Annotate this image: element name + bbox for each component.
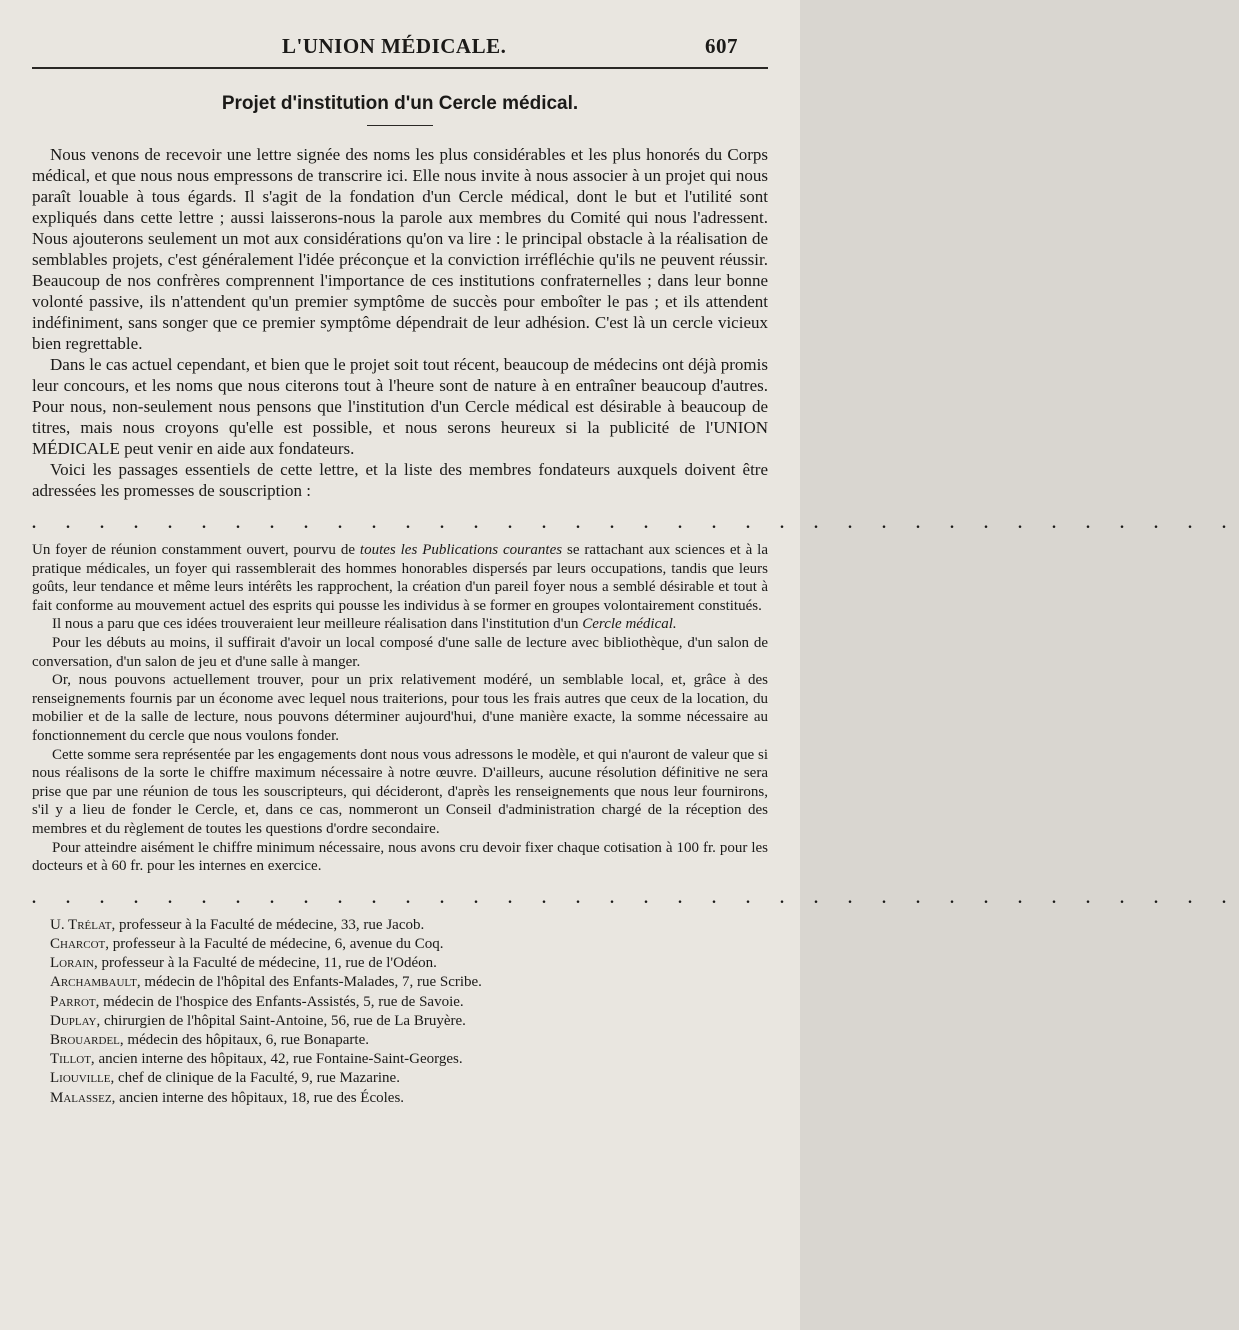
list-item: U. Trélat, professeur à la Faculté de médecine, 33, rue Jacob. <box>50 916 425 933</box>
intro-paragraph: Nous venons de recevoir une lettre signée des noms les plus considérables et les plus honorés du Corps médical, et que nous nous empressons de transcrire ici. Elle nous invite à nous associer à un projet qui nous paraît louable à tous égards. Il s'agit de la fondation d'un Cercle médical, dont le but et l'utilité sont expliqués dans cette lettre ; aussi laisserons-nous la parole aux membres du Comité qui nous l'adressent. Nous ajouterons seulement un mot aux considérations qu'on va lire : le principal obstacle à la réalisation de semblables projets, c'est généralement l'idée préconçue et la conviction irréfléchie qu'ils ne peuvent réussir. Beaucoup de nos confrères comprennent l'importance de ces institutions confraternelles ; dans leur bonne volonté passive, ils n'attendent qu'un premier symptôme de succès pour emboîter le pas ; et ils attendent indéfiniment, sans songer que ce premier symptôme dépendrait de leur adhésion. C'est là un cercle vicieux bien regrettable. <box>32 145 768 353</box>
letter-paragraph: Un foyer de réunion constamment ouvert, pourvu de toutes les Publications courantes se rattachant aux sciences et à la pratique médicales, un foyer qui rassemblerait des hommes honorables dispersés par leurs occupations, tandis que leurs goûts, leur tendance et même leurs intérêts les rapprochent, la création d'un pareil foyer nous a semblé désirable et tout à fait conforme au mouvement actuel des esprits qui pousse les individus à se former en groupes volontairement constitués. <box>32 542 769 614</box>
list-item: Duplay, chirurgien de l'hôpital Saint-Antoine, 56, rue de La Bruyère. <box>50 1012 466 1029</box>
page-number: 607 <box>705 34 738 58</box>
intro-paragraph: Dans le cas actuel cependant, et bien que le projet soit tout récent, beaucoup de médecins ont déjà promis leur concours, et les noms que nous citerons tout à l'heure sont de nature à en entraîner beaucoup d'autres. Pour nous, non-seulement nous pensons que l'institution d'un Cercle médical est désirable à beaucoup de titres, mais nous croyons qu'elle est possible, et nous serons heureux si la publicité de l'UNION MÉDICALE peut venir en aide aux fondateurs. <box>32 355 768 458</box>
intro-paragraph: Voici les passages essentiels de cette lettre, et la liste des membres fondateurs auxquels doivent être adressées les promesses de souscription : <box>32 460 768 500</box>
ellipsis-separator: . . . . . . . . . . . . . . . . . . . . . . . . . . . . . . . . . . . . <box>32 889 1239 907</box>
list-item: Parrot, médecin de l'hospice des Enfants-Assistés, 5, rue de Savoie. <box>50 993 464 1010</box>
list-item: Liouville, chef de clinique de la Faculté, 9, rue Mazarine. <box>50 1070 400 1087</box>
journal-title: L'UNION MÉDICALE. <box>282 34 507 58</box>
list-item: Archambault, médecin de l'hôpital des Enfants-Malades, 7, rue Scribe. <box>50 974 482 991</box>
letter-paragraph: Pour atteindre aisément le chiffre minimum nécessaire, nous avons cru devoir fixer chaque cotisation à 100 fr. pour les docteurs et à 60 fr. pour les internes en exercice. <box>32 839 768 875</box>
title-rule <box>367 125 433 126</box>
emphasis-text: Cercle médical. <box>582 616 677 633</box>
list-item: Lorain, professeur à la Faculté de médecine, 11, rue de l'Odéon. <box>50 955 437 972</box>
article-title: Projet d'institution d'un Cercle médical. <box>221 93 579 114</box>
list-item: Brouardel, médecin des hôpitaux, 6, rue Bonaparte. <box>50 1031 369 1048</box>
letter-paragraph: Il nous a paru que ces idées trouveraient leur meilleure réalisation dans l'institution d'un Cercle médical. <box>52 616 677 633</box>
list-item: Malassez, ancien interne des hôpitaux, 18, rue des Écoles. <box>50 1089 405 1106</box>
list-item: Charcot, professeur à la Faculté de médecine, 6, avenue du Coq. <box>50 935 444 952</box>
ellipsis-separator: . . . . . . . . . . . . . . . . . . . . . . . . . . . . . . . . . . . . <box>32 515 1239 532</box>
letter-paragraph: Or, nous pouvons actuellement trouver, pour un prix relativement modéré, un semblable local, et, grâce à des renseignements fournis par un économe avec lequel nous traiterions, pour tous les frais autres que ceux de la location, du mobilier et de la salle de lecture, nous pouvons déterminer aujourd'hui, d'une manière exacte, la somme nécessaire au fonctionnement du cercle que nous voulons fonder. <box>32 672 768 744</box>
founding-members-list <box>32 916 768 1108</box>
letter-excerpt <box>32 541 768 876</box>
emphasis-text: toutes les Publications courantes <box>359 542 563 558</box>
letter-paragraph: Cette somme sera représentée par les engagements dont nous vous adressons le modèle, et qui n'auront de valeur que si nous réalisons de la sorte le chiffre maximum nécessaire à notre œuvre. D'ailleurs, aucune résolution définitive ne sera prise que par une réunion de tous les souscripteurs, qui décideront, d'après les renseignements que nous leur fournirons, s'il y a lieu de fonder le Cercle, et, dans ce cas, nommeront un Conseil d'administration chargé de la réception des membres et du règlement de toutes les questions d'ordre secondaire. <box>32 746 768 837</box>
article-intro <box>32 144 768 501</box>
letter-paragraph: Pour les débuts au moins, il suffirait d'avoir un local composé d'une salle de lecture avec bibliothèque, d'un salon de conversation, d'un salon de jeu et d'une salle à manger. <box>32 634 768 670</box>
running-header <box>32 34 768 69</box>
list-item: Tillot, ancien interne des hôpitaux, 42, rue Fontaine-Saint-Georges. <box>50 1051 463 1068</box>
